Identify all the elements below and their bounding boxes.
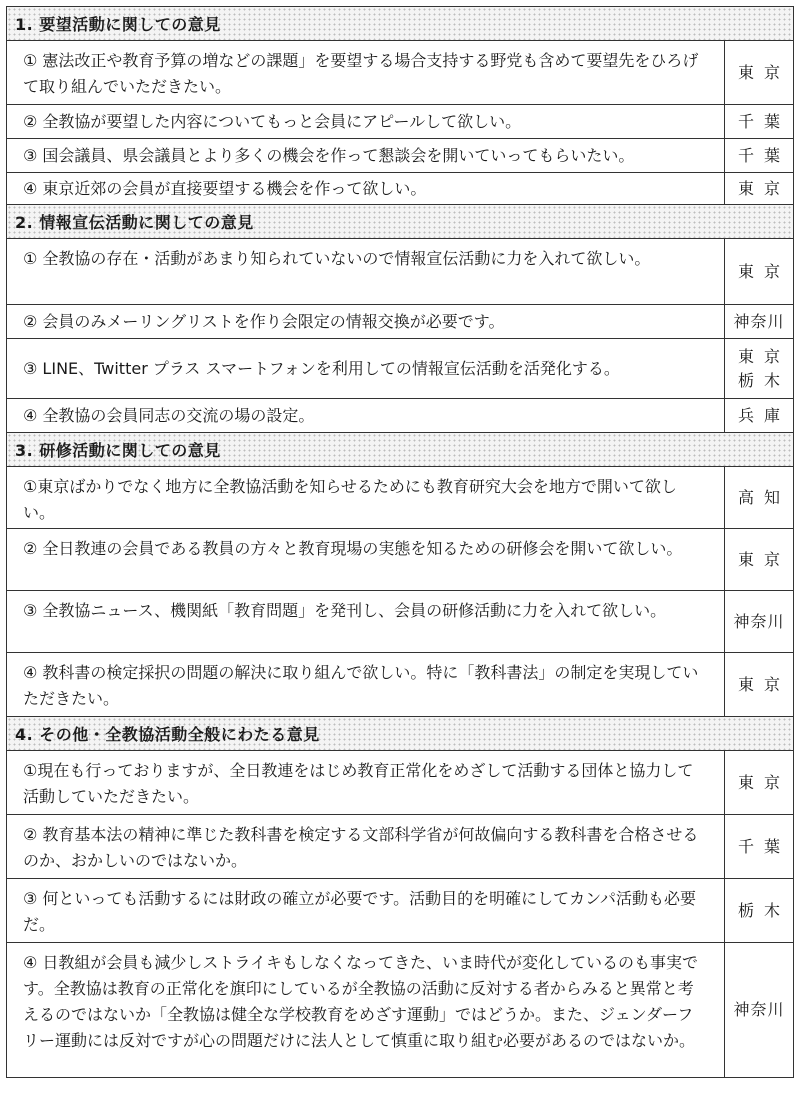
opinion-row [7,943,793,1077]
prefecture-label: 神奈川 [733,311,785,331]
prefecture-cell [725,239,793,304]
opinion-row [7,529,793,591]
prefecture-label: 東京 [737,772,790,792]
opinion-row [7,41,793,105]
opinion-row [7,591,793,653]
prefecture-label: 千葉 [737,111,790,131]
opinion-row [7,305,793,339]
prefecture-cell [725,943,793,1077]
opinion-text: ①東京ばかりでなく地方に全教協活動を知らせるためにも教育研究大会を地方で開いて欲しい。 [7,467,725,528]
prefecture-label: 東京 [737,62,790,82]
opinion-text: ② 会員のみメーリングリストを作り会限定の情報交換が必要です。 [7,305,725,338]
opinion-text: ①現在も行っておりますが、全日教連をはじめ教育正常化をめざして活動する団体と協力して活動していただきたい。 [7,751,725,814]
prefecture-label: 栃木 [737,370,790,390]
section-heading [7,717,793,751]
section-heading [7,205,793,239]
opinion-row [7,339,793,399]
prefecture-cell [725,305,793,338]
opinion-text: ① 全教協の存在・活動があまり知られていないので情報宣伝活動に力を入れて欲しい。 [7,239,725,304]
opinion-row [7,751,793,815]
prefecture-cell [725,591,793,652]
section-title: 4. その他・全教協活動全般にわたる意見 [15,725,320,744]
prefecture-label: 東京 [737,549,790,569]
prefecture-label: 栃木 [737,900,790,920]
section-heading [7,7,793,41]
prefecture-cell [725,41,793,104]
opinion-row [7,815,793,879]
section-title: 2. 情報宣伝活動に関しての意見 [15,213,254,232]
opinion-text: ④ 教科書の検定採択の問題の解決に取り組んで欲しい。特に「教科書法」の制定を実現していただきたい。 [7,653,725,716]
prefecture-cell [725,751,793,814]
prefecture-label: 千葉 [737,836,790,856]
prefecture-cell [725,173,793,204]
opinion-text: ② 教育基本法の精神に準じた教科書を検定する文部科学省が何故偏向する教科書を合格させるのか、おかしいのではないか。 [7,815,725,878]
prefecture-cell [725,467,793,528]
opinion-text: ③ 国会議員、県会議員とより多くの機会を作って懇談会を開いていってもらいたい。 [7,139,725,172]
opinion-row [7,879,793,943]
prefecture-cell [725,339,793,398]
prefecture-cell [725,399,793,432]
opinion-text: ③ 全教協ニュース、機関紙「教育問題」を発刊し、会員の研修活動に力を入れて欲しい。 [7,591,725,652]
opinion-table [6,6,794,1078]
prefecture-cell [725,653,793,716]
prefecture-cell [725,815,793,878]
opinion-row [7,399,793,433]
opinion-row [7,653,793,717]
opinion-row [7,139,793,173]
opinion-text: ① 憲法改正や教育予算の増などの課題」を要望する場合支持する野党も含めて要望先をひろげて取り組んでいただきたい。 [7,41,725,104]
prefecture-label: 高知 [737,487,790,507]
prefecture-label: 神奈川 [733,1000,785,1019]
prefecture-cell [725,105,793,138]
opinion-text: ③ 何といっても活動するには財政の確立が必要です。活動目的を明確にしてカンパ活動も必要だ。 [7,879,725,942]
section-heading [7,433,793,467]
prefecture-label: 東京 [737,346,790,366]
opinion-text: ② 全日教連の会員である教員の方々と教育現場の実態を知るための研修会を開いて欲しい。 [7,529,725,590]
opinion-text: ③ LINE、Twitter プラス スマートフォンを利用しての情報宣伝活動を活発化する。 [7,339,725,398]
prefecture-cell [725,139,793,172]
prefecture-label: 神奈川 [733,611,785,631]
opinion-text: ② 全教協が要望した内容についてもっと会員にアピールして欲しい。 [7,105,725,138]
opinion-row [7,467,793,529]
opinion-row [7,105,793,139]
opinion-text: ④ 日教組が会員も減少しストライキもしなくなってきた、いま時代が変化しているのも事実です。全教協は教育の正常化を旗印にしているが全教協の活動に反対する者からみると異常と考えるのではないか「全教協は健全な学校教育をめざす運動」ではどうか。また、ジェンダーフリー運動には反対ですが心の問題だけに法人として慎重に取り組む必要があるのではないか。 [7,943,725,1077]
prefecture-label: 東京 [737,178,790,198]
prefecture-cell [725,879,793,942]
opinion-row [7,239,793,305]
opinion-row [7,173,793,205]
opinion-text: ④ 東京近郊の会員が直接要望する機会を作って欲しい。 [7,173,725,204]
prefecture-label: 兵庫 [737,405,790,425]
prefecture-label: 東京 [737,674,790,694]
section-title: 1. 要望活動に関しての意見 [15,15,221,34]
opinion-text: ④ 全教協の会員同志の交流の場の設定。 [7,399,725,432]
section-title: 3. 研修活動に関しての意見 [15,441,221,460]
prefecture-cell [725,529,793,590]
prefecture-label: 東京 [737,261,790,281]
prefecture-label: 千葉 [737,145,790,165]
